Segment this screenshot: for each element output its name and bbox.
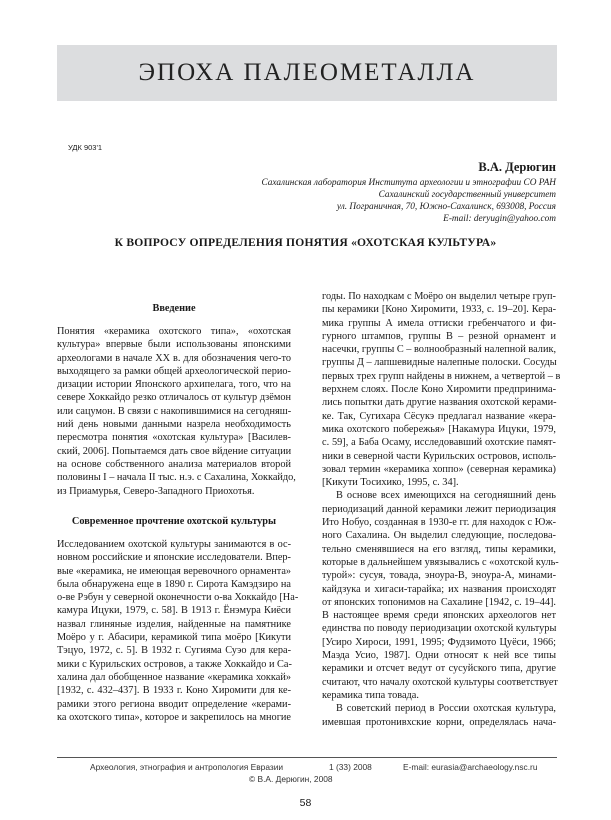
section-title: ЭПОХА ПАЛЕОМЕТАЛЛА xyxy=(138,59,476,86)
text-line: на основе собственного анализа материалов второй xyxy=(57,458,291,470)
text-line: В основе всех имеющихся на сегодняшний день xyxy=(336,490,556,502)
author-address: ул. Пограничная, 70, Южно-Сахалинск, 693008, Россия xyxy=(336,202,556,212)
text-line: керамика типа товада. xyxy=(322,689,419,701)
text-line: о-ве Рэбун у северной оконечности о-ва Хоккайдо [На- xyxy=(57,592,299,604)
text-line: тельно сменявшиеся на его взгляд, типы керамики, xyxy=(322,543,556,555)
text-line: из Приамурья, Северо-Западного Приохотья. xyxy=(57,485,255,497)
text-line: Исследованием охотской культуры занимаются в ос- xyxy=(57,539,291,550)
text-line: группы Д – лапшевидные налепные полоски. Сосуды xyxy=(322,357,557,369)
udk-code: УДК 903'1 xyxy=(68,143,103,152)
text-line: ний день новыми данными назрела необходимость xyxy=(57,419,291,431)
paragraph xyxy=(57,325,296,498)
text-line: считают, что началу охотской культуры соответствует xyxy=(322,676,558,688)
article-title: К ВОПРОСУ ОПРЕДЕЛЕНИЯ ПОНЯТИЯ «ОХОТСКАЯ КУЛЬТУРА» xyxy=(114,236,497,249)
author-block xyxy=(261,160,556,225)
text-line: Понятия «керамика охотского типа», «охотская xyxy=(57,326,291,337)
text-line: насечки, группы С – волнообразный налепной валик, xyxy=(322,344,557,356)
text-line: археологами в начале XX в. для обозначения чего-то xyxy=(57,352,291,364)
text-line: лись попытки дать другие названия охотской керами- xyxy=(322,397,557,409)
text-line: половины I – начала II тыс. н.э. с Сахалина, Хоккайдо, xyxy=(57,472,296,484)
text-line: ке. Так, Сугихара Сёсукэ предлагал название «кера- xyxy=(322,410,556,422)
text-line: пы керамики [Коно Хиромити, 1933, с. 19–20]. Кера- xyxy=(322,304,556,316)
text-line: вые «керамика, не имеющая веревочного орнамента» xyxy=(57,565,292,577)
author-name: В.А. Дерюгин xyxy=(478,160,556,174)
text-line: [Кикути Тосихико, 1995, с. 34]. xyxy=(322,477,459,489)
text-line: Маэда Усио, 1987]. Одни относят к ней все типы xyxy=(322,650,556,662)
author-email: E-mail: deryugin@yahoo.com xyxy=(443,214,556,224)
text-line: назвал глиняные изделия, найденные на памятнике xyxy=(57,618,291,630)
text-line: [Усиро Хироси, 1991, 1995; Фудзимото Цуёси, 1966; xyxy=(322,636,556,648)
text-line: мика группы А имела оттиски гребенчатого и фи- xyxy=(322,317,556,329)
text-line: имевшая протонивхские корни, определялась нача- xyxy=(322,716,556,728)
text-line: рамики этого региона вводит определение «керами- xyxy=(57,698,291,710)
text-line: керамики и отсчет ведут от сусуйского типа, другие xyxy=(322,663,556,675)
left-column-intro xyxy=(57,303,296,498)
text-line: или сацумон. В связи с накопившимися на сегодняш- xyxy=(57,405,292,417)
section-heading-intro: Введение xyxy=(152,303,196,314)
text-line: севере Хоккайдо резко отличалось от культур дзёмон xyxy=(57,392,291,404)
text-line: ного Сахалина. Он выделил следующие, последова- xyxy=(322,530,556,542)
text-line: гурного штампов, группы В – резной орнамент и xyxy=(322,330,556,342)
footer-copyright: © В.А. Дерюгин, 2008 xyxy=(249,774,333,784)
paragraph xyxy=(322,702,556,729)
section-banner xyxy=(57,45,557,101)
text-line: кайдзука и хигаси-тарайка; их названия происходят xyxy=(322,583,556,595)
text-line: дизации истории Японского архипелага, того, что на xyxy=(57,379,291,391)
text-line: мика охотского побережья» [Накамура Ицуки, 1979, xyxy=(322,423,556,435)
text-line: первых трех групп найдены в нижнем, а четвертой – в xyxy=(322,370,561,382)
text-line: Моёро у г. Абасири, керамикой типа моёро [Кикути xyxy=(57,632,291,644)
footer-journal: Археология, этнография и антропология Евразии xyxy=(90,762,284,772)
paragraph xyxy=(57,538,299,724)
text-line: Ито Нобуо, созданная в 1930-е гг. для находок с Юж- xyxy=(322,517,556,529)
footer-email: E-mail: eurasia@archaeology.nsc.ru xyxy=(403,762,538,772)
text-line: зовал термин «керамика хоппо» (северная керамика) xyxy=(322,463,556,475)
text-line: верхнем слоях. После Коно Хиромити предпринима- xyxy=(322,384,556,396)
right-column xyxy=(322,290,561,729)
paragraph xyxy=(322,489,559,702)
text-line: культура» впервые были использованы японскими xyxy=(57,339,291,351)
text-line: турой»: сусуя, товада, эноура-В, эноура-А, минами- xyxy=(322,570,556,582)
text-line: мики с Курильских островов, а также Хоккайдо и Са- xyxy=(57,658,292,670)
text-line: с. 59], а Баба Осаму, исследовавший охотские памят- xyxy=(322,437,556,449)
text-line: В советский период в России охотская культура, xyxy=(336,703,556,715)
text-line: ка охотского типа», которое и закрепилось на многие xyxy=(57,711,291,723)
text-line: была обнаружена еще в 1890 г. Сирота Камэдзиро на xyxy=(57,578,291,590)
text-line: от японских топонимов на Сахалине [1942, с. 19–44]. xyxy=(322,596,556,608)
left-column-modern xyxy=(57,516,299,724)
text-line: ский, 2006]. Попытаемся дать свое вйдение ситуации xyxy=(57,445,292,457)
text-line: которые в дальнейшем увязывались с «охотской куль- xyxy=(322,556,559,568)
footer-issue: 1 (33) 2008 xyxy=(329,762,372,772)
text-line: пересмотра понятия «охотская культура» [Василев- xyxy=(57,432,291,444)
author-affiliation: Сахалинская лаборатория Института археологии и этнографии СО РАН xyxy=(261,178,556,188)
section-heading-modern: Современное прочтение охотской культуры xyxy=(71,516,277,527)
text-line: В настоящее время среди японских археологов нет xyxy=(322,610,556,622)
text-line: ники в северной части Курильских островов, исполь- xyxy=(322,450,557,462)
text-line: периодизаций данной керамики лежит периодизация xyxy=(322,503,556,515)
text-line: халина дал обобщенное название «керамика хоккай» xyxy=(57,671,291,683)
text-line: [1932, с. 432–437]. В 1933 г. Коно Хиромити для ке- xyxy=(57,685,291,697)
page-number: 58 xyxy=(299,797,312,809)
paragraph xyxy=(322,290,561,489)
footer-divider xyxy=(57,757,557,758)
author-affiliation: Сахалинский государственный университет xyxy=(378,190,556,200)
text-line: камура Ицуки, 1979, с. 58]. В 1913 г. Ёнэмура Киёси xyxy=(57,605,291,617)
text-line: Тэцуо, 1972, с. 5]. В 1932 г. Сугияма Суэо для кера- xyxy=(57,645,291,657)
text-line: выходящего за рамки общей археологической перио- xyxy=(57,365,291,377)
text-line: единства по поводу периодизации охотской культуры xyxy=(322,623,557,635)
text-line: новном российские и японские исследователи. Впер- xyxy=(57,552,291,564)
text-line: годы. По находкам с Моёро он выделил четыре груп- xyxy=(322,291,556,302)
